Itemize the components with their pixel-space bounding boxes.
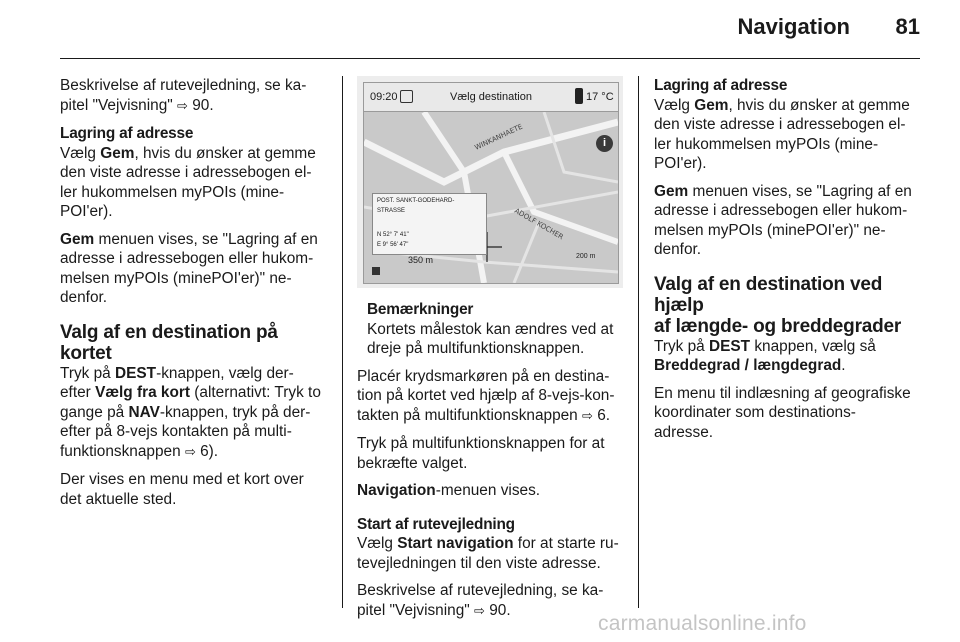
outside-temperature: 17 °C [586,91,614,103]
map-scale: 200 m [576,253,596,260]
display-status-bar [364,83,618,112]
map-screenshot [357,76,623,288]
paragraph: Tryk på DEST-knappen, vælg der- efter Vælg fra kort (alternativt: Tryk to gange på NAV-knappen, tryk på der- efter på 8-vejs kontakten på multi- funktionsknappen ⇨ 6). [60,364,321,460]
thermometer-icon [575,88,583,104]
section-heading: Valg af en destination ved hjælp af længde- og breddegrader [654,273,902,337]
page-number: 81 [895,14,920,39]
subheading: Lagring af adresse [60,125,194,142]
note-block [367,300,629,359]
cross-reference-link[interactable]: 90. [192,96,214,114]
column-1 [60,76,332,517]
clock-time: 09:20 [370,91,398,103]
cross-reference-arrow-icon: ⇨ [474,603,485,619]
header-divider [60,58,920,59]
street-name: POST. SANKT-GODEHARD-STRASSE [377,198,455,214]
column-divider-right [638,76,639,608]
info-icon[interactable]: i [596,135,613,152]
column-divider-left [342,76,343,608]
paragraph: Navigation-menuen vises. [357,482,541,499]
paragraph: Vælg Gem, hvis du ønsker at gemme den viste adresse i adressebogen el- ler hukommelsen myPOIs (mine- POI'er). [60,144,316,220]
paragraph: Der vises en menu med et kort over det aktuelle sted. [60,471,304,508]
cross-reference-link[interactable]: 6). [200,442,219,460]
subheading: Lagring af adresse [654,77,788,94]
subheading: Start af rutevejledning [357,515,515,533]
paragraph: Beskrivelse af rutevejledning, se ka- pitel "Vejvisning" ⇨ 90. [357,582,604,619]
cross-reference-arrow-icon: ⇨ [177,98,188,114]
destination-info-box [372,193,487,255]
paragraph: Beskrivelse af rutevejledning, se ka- pitel "Vejvisning" ⇨ 90. [60,77,307,114]
paragraph: Placér krydsmarkøren på en destina- tion på kortet ved hjælp af 8-vejs-kon- takten på multifunktionsknappen ⇨ 6. [357,367,615,424]
latitude: N 52° 7' 41" [377,232,409,238]
paragraph: Tryk på multifunktionsknappen for at bekræfte valget. [357,435,605,472]
column-3 [654,76,926,450]
page-section-title: Navigation [737,14,850,39]
display-title: Vælg destination [450,91,532,103]
longitude: E 9° 56' 47" [377,242,409,248]
map-street-label: ADOLF KOCHER [513,206,565,242]
paragraph: Gem menuen vises, se "Lagring af en adresse i adressebogen eller hukom- melsen myPOIs (minePOI'er)" ne- denfor. [60,230,318,306]
cross-reference-arrow-icon: ⇨ [582,408,593,424]
paragraph: En menu til indlæsning af geografiske koordinater som destinations- adresse. [654,384,911,441]
paragraph: Vælg Gem, hvis du ønsker at gemme den viste adresse i adressebogen el- ler hukommelsen myPOIs (mine- POI'er). [654,96,910,172]
cross-reference-link[interactable]: 6. [597,406,611,424]
column-2 [357,300,629,629]
display-screen [363,82,619,284]
note-title: Bemærkninger [367,301,474,318]
close-icon [372,267,380,275]
cross-reference-link[interactable]: 90. [489,601,511,619]
paragraph: Gem menuen vises, se "Lagring af en adresse i adressebogen eller hukom- melsen myPOIs (minePOI'er)" ne- denfor. [654,182,912,258]
distance-readout: 350 m [408,255,434,265]
section-heading: Valg af en destination på kortet [60,321,278,364]
note-text: Kortets målestok kan ændres ved at dreje på multifunktionsknappen. [367,320,614,357]
map-street-label: WINKANHAETE [473,122,524,152]
paragraph: Vælg Start navigation for at starte ru- tevejledningen til den viste adresse. [357,535,619,572]
watermark: carmanualsonline.info [598,612,807,635]
cross-reference-arrow-icon: ⇨ [184,444,196,460]
paragraph: Tryk på DEST knappen, vælg så Breddegrad / længdegrad. [654,337,876,374]
